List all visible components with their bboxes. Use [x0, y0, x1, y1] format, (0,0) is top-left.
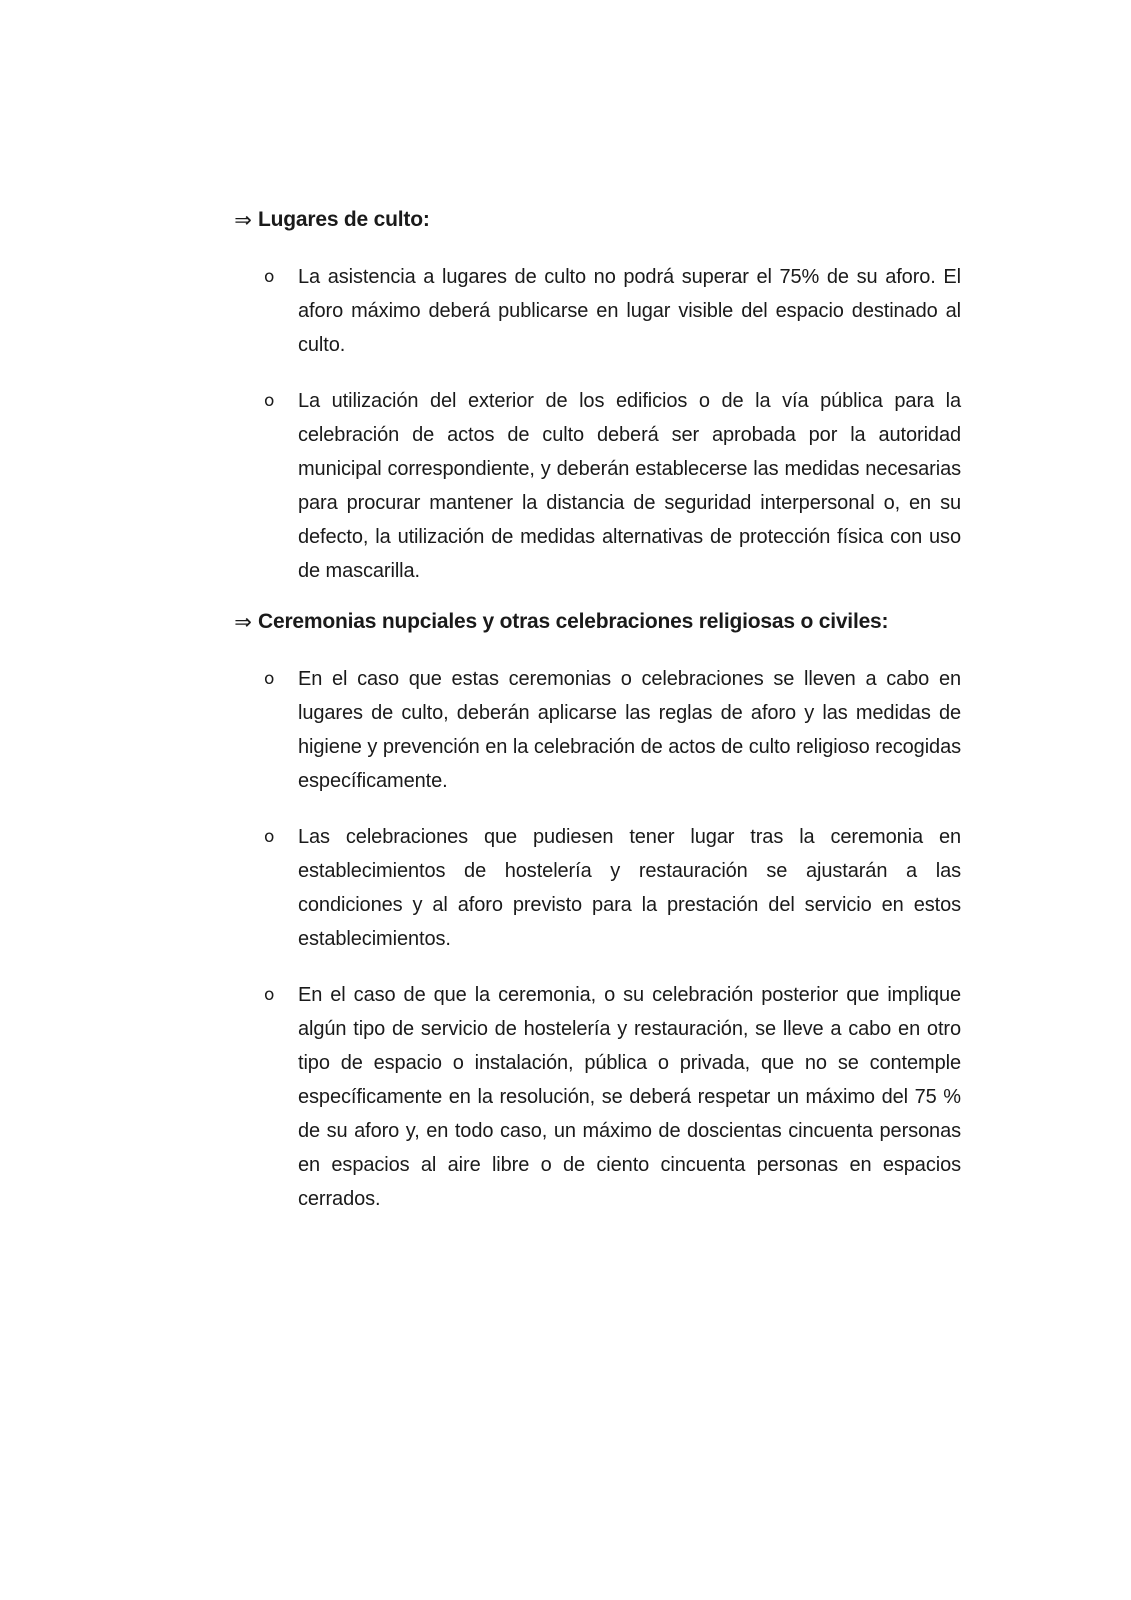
circle-bullet-icon: o [264, 669, 275, 689]
item-text: En el caso que estas ceremonias o celebraciones se lleven a cabo en lugares de culto, deberán aplicarse las reglas de aforo y las medidas de higiene y prevención en la celebración de actos de culto religioso recogidas específicamente. [298, 668, 961, 792]
item-text: La asistencia a lugares de culto no podrá superar el 75% de su aforo. El aforo máximo deberá publicarse en lugar visible del espacio destinado al culto. [298, 266, 961, 356]
section-heading [228, 605, 968, 639]
item-list [228, 662, 968, 1216]
item-text: La utilización del exterior de los edificios o de la vía pública para la celebración de actos de culto deberá ser aprobada por la autoridad municipal correspondiente, y deberán establecerse las medidas necesarias para procurar mantener la distancia de seguridad interpersonal o, en su defecto, la utilización de medidas alternativas de protección física con uso de mascarilla. [298, 390, 961, 582]
section-lugares-de-culto [228, 203, 968, 588]
section-ceremonias [228, 605, 968, 1216]
item-text: En el caso de que la ceremonia, o su celebración posterior que implique algún tipo de servicio de hostelería y restauración, se lleve a cabo en otro tipo de espacio o instalación, pública o privada, que no se contemple específicamente en la resolución, se deberá respetar un máximo del 75 % de su aforo y, en todo caso, un máximo de doscientas cincuenta personas en espacios al aire libre o de ciento cincuenta personas en espacios cerrados. [298, 984, 961, 1210]
list-item [228, 260, 961, 362]
list-item [228, 662, 961, 798]
section-title: Lugares de culto: [258, 208, 430, 231]
list-item [228, 978, 961, 1216]
item-text: Las celebraciones que pudiesen tener lugar tras la ceremonia en establecimientos de hostelería y restauración se ajustarán a las condiciones y al aforo previsto para la prestación del servicio en estos establecimientos. [298, 826, 961, 950]
double-arrow-icon: ⇒ [234, 208, 252, 232]
circle-bullet-icon: o [264, 827, 275, 847]
circle-bullet-icon: o [264, 985, 275, 1005]
list-item [228, 820, 961, 956]
list-item [228, 384, 961, 588]
circle-bullet-icon: o [264, 267, 275, 287]
double-arrow-icon: ⇒ [234, 610, 252, 634]
section-title: Ceremonias nupciales y otras celebraciones religiosas o civiles: [258, 610, 889, 633]
section-heading [228, 203, 968, 237]
item-list [228, 260, 968, 588]
circle-bullet-icon: o [264, 391, 275, 411]
